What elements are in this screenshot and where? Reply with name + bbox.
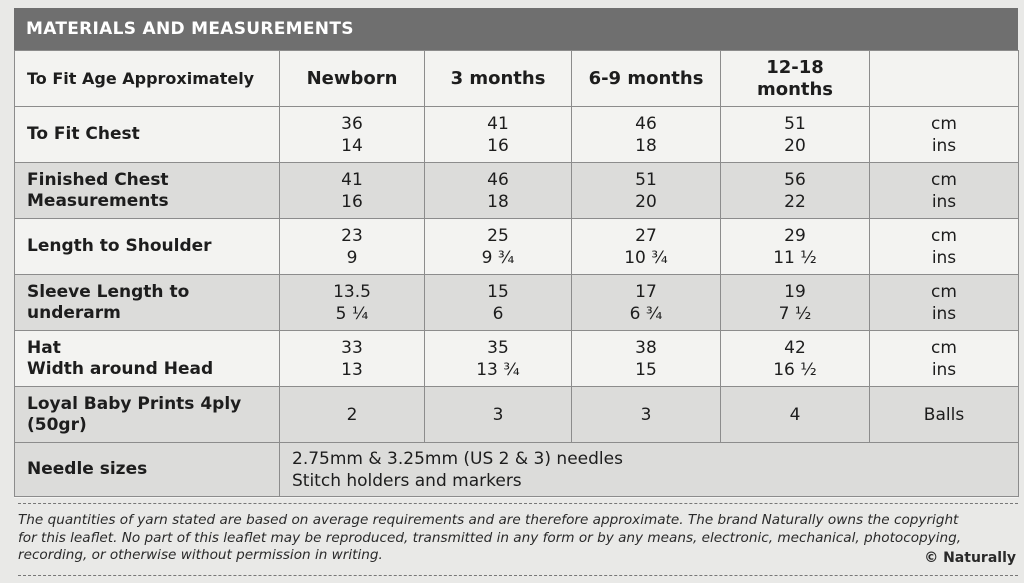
row-label: Length to Shoulder [15, 219, 280, 275]
row-label: To Fit Chest [15, 107, 280, 163]
table-row [15, 163, 1019, 219]
dashed-divider [18, 575, 1018, 576]
measurements-table [14, 50, 1019, 497]
unit-cell: cm ins [870, 219, 1019, 275]
age-header-label: To Fit Age Approximately [15, 51, 280, 107]
value-cell: 51 20 [572, 163, 721, 219]
age-column-header: 6-9 months [572, 51, 721, 107]
section-title: MATERIALS AND MEASUREMENTS [14, 8, 1018, 50]
row-label: Hat Width around Head [15, 331, 280, 387]
unit-column-header [870, 51, 1019, 107]
footer-line: for this leaflet. No part of this leaflet may be reproduced, transmitted in any form or by any means, electronic, mechanical, photocopying, [18, 529, 962, 546]
row-label: Finished Chest Measurements [15, 163, 280, 219]
copyright-notice: © Naturally [924, 550, 1016, 566]
value-cell: 3 [425, 387, 572, 443]
age-column-header: 3 months [425, 51, 572, 107]
footer-disclaimer [18, 512, 1018, 565]
value-cell: 35 13 ¾ [425, 331, 572, 387]
value-cell: 51 20 [721, 107, 870, 163]
unit-cell: cm ins [870, 107, 1019, 163]
table-row [15, 275, 1019, 331]
unit-cell: cm ins [870, 275, 1019, 331]
needle-sizes-row [15, 443, 1019, 497]
value-cell: 3 [572, 387, 721, 443]
header-row [15, 51, 1019, 107]
value-cell: 19 7 ½ [721, 275, 870, 331]
table-row [15, 107, 1019, 163]
value-cell: 41 16 [280, 163, 425, 219]
unit-cell: cm ins [870, 331, 1019, 387]
value-cell: 33 13 [280, 331, 425, 387]
needle-sizes-value: 2.75mm & 3.25mm (US 2 & 3) needles Stitch holders and markers [280, 443, 1019, 497]
needle-sizes-label: Needle sizes [15, 443, 280, 497]
row-label: Sleeve Length to underarm [15, 275, 280, 331]
value-cell: 41 16 [425, 107, 572, 163]
value-cell: 23 9 [280, 219, 425, 275]
value-cell: 38 15 [572, 331, 721, 387]
footer-line: recording, or otherwise without permission in writing. [18, 547, 383, 563]
value-cell: 2 [280, 387, 425, 443]
age-column-header: 12-18 months [721, 51, 870, 107]
value-cell: 27 10 ¾ [572, 219, 721, 275]
materials-sheet [14, 8, 1018, 498]
value-cell: 36 14 [280, 107, 425, 163]
value-cell: 46 18 [572, 107, 721, 163]
unit-cell: Balls [870, 387, 1019, 443]
footer-line: The quantities of yarn stated are based on average requirements and are therefore approximate. The brand Naturally owns the copyright [18, 512, 959, 528]
value-cell: 13.5 5 ¼ [280, 275, 425, 331]
age-column-header: Newborn [280, 51, 425, 107]
value-cell: 46 18 [425, 163, 572, 219]
value-cell: 4 [721, 387, 870, 443]
value-cell: 25 9 ¾ [425, 219, 572, 275]
value-cell: 42 16 ½ [721, 331, 870, 387]
table-row [15, 219, 1019, 275]
value-cell: 17 6 ¾ [572, 275, 721, 331]
table-row [15, 331, 1019, 387]
row-label: Loyal Baby Prints 4ply (50gr) [15, 387, 280, 443]
table-row [15, 387, 1019, 443]
value-cell: 56 22 [721, 163, 870, 219]
value-cell: 15 6 [425, 275, 572, 331]
dashed-divider [18, 503, 1018, 504]
unit-cell: cm ins [870, 163, 1019, 219]
value-cell: 29 11 ½ [721, 219, 870, 275]
